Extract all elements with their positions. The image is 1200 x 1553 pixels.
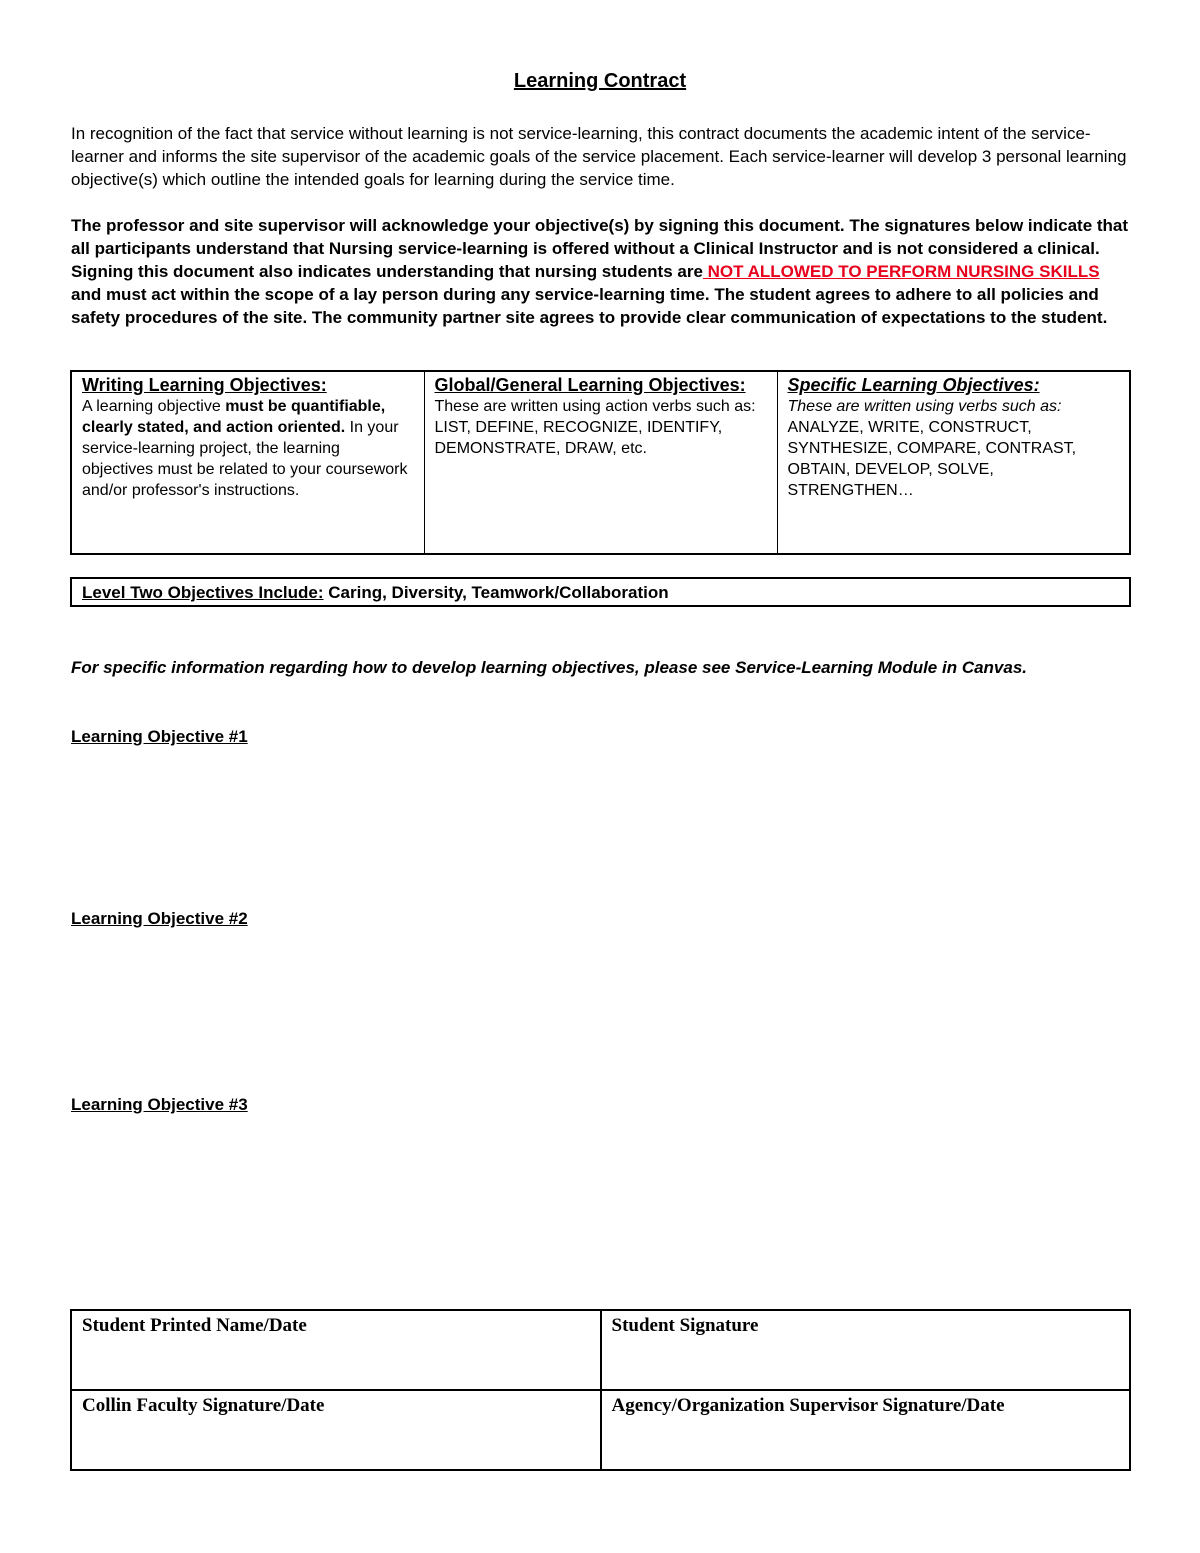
specific-objectives-cell xyxy=(777,371,1130,554)
student-name-field[interactable]: Student Printed Name/Date xyxy=(71,1310,601,1390)
signature-table xyxy=(70,1309,1131,1471)
global-objectives-heading: Global/General Learning Objectives: xyxy=(434,375,746,395)
learning-objective-2-heading: Learning Objective #2 xyxy=(71,909,248,928)
specific-objectives-verbs: ANALYZE, WRITE, CONSTRUCT, SYNTHESIZE, COMPARE, CONTRAST, OBTAIN, DEVELOP, SOLVE, STRENGTHEN… xyxy=(787,419,1077,499)
acknowledgement-part1: The professor and site supervisor will acknowledge your objective(s) by signing this document. The signatures below indicate that all participants understand that Nursing service-learning is offered without a Clinical Instructor and is not considered a clinical. Signing this document also indicates understanding that nursing students are xyxy=(71,216,1129,281)
page-title: Learning Contract xyxy=(513,70,687,92)
faculty-signature-field[interactable]: Collin Faculty Signature/Date xyxy=(71,1390,601,1470)
canvas-note: For specific information regarding how to develop learning objectives, please see Service-Learning Module in Canvas. xyxy=(71,658,1028,677)
specific-objectives-heading: Specific Learning Objectives: xyxy=(787,375,1040,395)
global-objectives-text: These are written using action verbs such as: LIST, DEFINE, RECOGNIZE, IDENTIFY, DEMONSTRATE, DRAW, etc. xyxy=(434,398,756,457)
global-objectives-cell xyxy=(424,371,777,554)
intro-paragraph: In recognition of the fact that service without learning is not service-learning, this contract documents the academic intent of the service-learner and informs the site supervisor of the academic goals of the service placement. Each service-learner will develop 3 personal learning objective(s) which outline the intended goals for learning during the service time. xyxy=(71,124,1127,189)
warning-text: NOT ALLOWED TO PERFORM NURSING SKILLS xyxy=(702,262,1100,281)
specific-objectives-intro: These are written using verbs such as: xyxy=(787,398,1062,415)
level-two-value: Caring, Diversity, Teamwork/Collaboration xyxy=(323,583,669,602)
writing-objectives-cell xyxy=(71,371,424,554)
acknowledgement-paragraph xyxy=(71,214,1133,329)
writing-text1: A learning objective xyxy=(82,398,226,415)
writing-text2: In your service-learning project, the learning objectives must be related to your coursework and/or professor's instructions. xyxy=(82,419,408,499)
level-two-box xyxy=(70,577,1131,607)
agency-signature-field[interactable]: Agency/Organization Supervisor Signature/Date xyxy=(601,1390,1131,1470)
learning-objective-1-heading: Learning Objective #1 xyxy=(71,727,248,746)
writing-objectives-heading: Writing Learning Objectives: xyxy=(82,375,327,395)
objectives-table xyxy=(70,370,1131,555)
student-signature-field[interactable]: Student Signature xyxy=(601,1310,1131,1390)
learning-objective-3-heading: Learning Objective #3 xyxy=(71,1095,248,1114)
writing-bold: must be quantifiable, clearly stated, and action oriented. xyxy=(82,398,386,436)
level-two-label: Level Two Objectives Include: xyxy=(82,583,324,602)
acknowledgement-part2: and must act within the scope of a lay person during any service-learning time. The student agrees to adhere to all policies and safety procedures of the site. The community partner site agrees to provide clear communication of expectations to the student. xyxy=(71,285,1108,327)
